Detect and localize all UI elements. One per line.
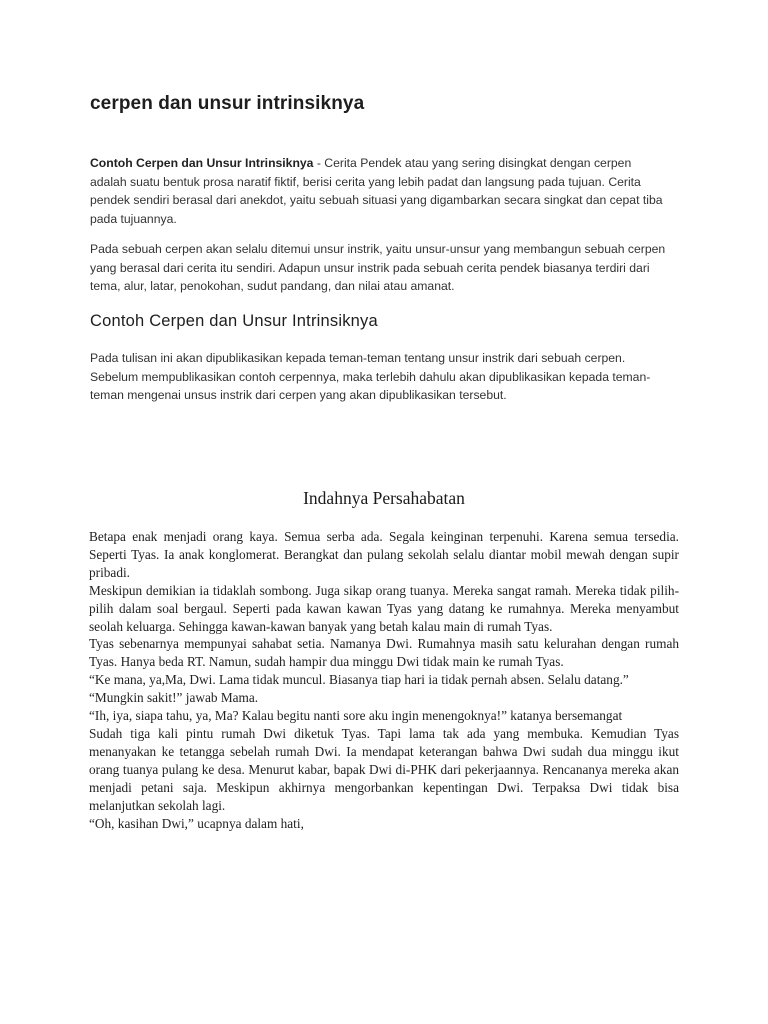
story-body — [89, 528, 679, 832]
paragraph-unsur-instrik: Pada sebuah cerpen akan selalu ditemui unsur instrik, yaitu unsur-unsur yang membangun sebuah cerpen yang berasal dari cerita itu sendiri. Adapun unsur instrik pada sebuah cerita pendek biasanya terdiri dari tema, alur, latar, penokohan, sudut pandang, dan nilai atau amanat. — [90, 242, 666, 294]
document-title: cerpen dan unsur intrinsiknya — [90, 93, 365, 114]
story-paragraph: “Oh, kasihan Dwi,” ucapnya dalam hati, — [89, 815, 304, 831]
story-paragraph: “Ih, iya, siapa tahu, ya, Ma? Kalau begitu nanti sore aku ingin menengoknya!” katanya bersemangat — [89, 708, 623, 724]
story-paragraph: Betapa enak menjadi orang kaya. Semua serba ada. Segala keinginan terpenuhi. Karena semua tersedia. Seperti Tyas. Ia anak konglomerat. Berangkat dan pulang sekolah selalu diantar mobil mewah dengan supir pribadi. — [89, 529, 679, 580]
story-paragraph: “Ke mana, ya,Ma, Dwi. Lama tidak muncul. Biasanya tiap hari ia tidak pernah absen. Selalu datang.” — [89, 672, 629, 688]
story-paragraph: Tyas sebenarnya mempunyai sahabat setia. Namanya Dwi. Rumahnya masih satu kelurahan dengan rumah Tyas. Hanya beda RT. Namun, sudah hampir dua minggu Dwi tidak main ke rumah Tyas. — [89, 636, 679, 670]
story-paragraph: “Mungkin sakit!” jawab Mama. — [89, 690, 259, 706]
intro-paragraph — [90, 154, 670, 229]
section-heading: Contoh Cerpen dan Unsur Intrinsiknya — [90, 312, 378, 330]
story-title: Indahnya Persahabatan — [303, 488, 465, 508]
story-paragraph: Meskipun demikian ia tidaklah sombong. Juga sikap orang tuanya. Mereka sangat ramah. Mereka tidak pilih-pilih dalam soal bergaul. Seperti pada kawan kawan Tyas yang datang ke rumahnya. Mereka menyambut seolah keluarga. Sehingga kawan-kawan banyak yang betah kalau main di rumah Tyas. — [89, 582, 679, 634]
story-paragraph: Sudah tiga kali pintu rumah Dwi diketuk Tyas. Tapi lama tak ada yang membuka. Kemudian Tyas menanyakan ke tetangga sebelah rumah Dwi. Ia mendapat keterangan bahwa Dwi sudah dua minggu ikut orang tuanya pulang ke desa. Menurut kabar, bapak Dwi di-PHK dari pekerjaannya. Rencananya mereka akan menjadi petani saja. Meskipun akhirnya mengorbankan kepentingan Dwi. Terpaksa Dwi tidak bisa melanjutkan sekolah lagi. — [89, 725, 679, 813]
intro-lead-text: - Cerita Pendek atau yang sering disingkat dengan cerpen adalah suatu bentuk prosa naratif fiktif, berisi cerita yang lebih padat dan langsung pada tujuan. Cerita pendek sendiri berasal dari anekdot, yaitu sebuah situasi yang digambarkan secara singkat dan cepat tiba pada tujuannya. — [90, 156, 663, 227]
paragraph-publikasi: Pada tulisan ini akan dipublikasikan kepada teman-teman tentang unsur instrik dari sebuah cerpen. Sebelum mempublikasikan contoh cerpennya, maka terlebih dahulu akan dipublikasikan kepada teman-teman mengenai unsus instrik dari cerpen yang akan dipublikasikan tersebut. — [90, 351, 651, 403]
intro-lead-bold: Contoh Cerpen dan Unsur Intrinsiknya — [90, 156, 314, 170]
